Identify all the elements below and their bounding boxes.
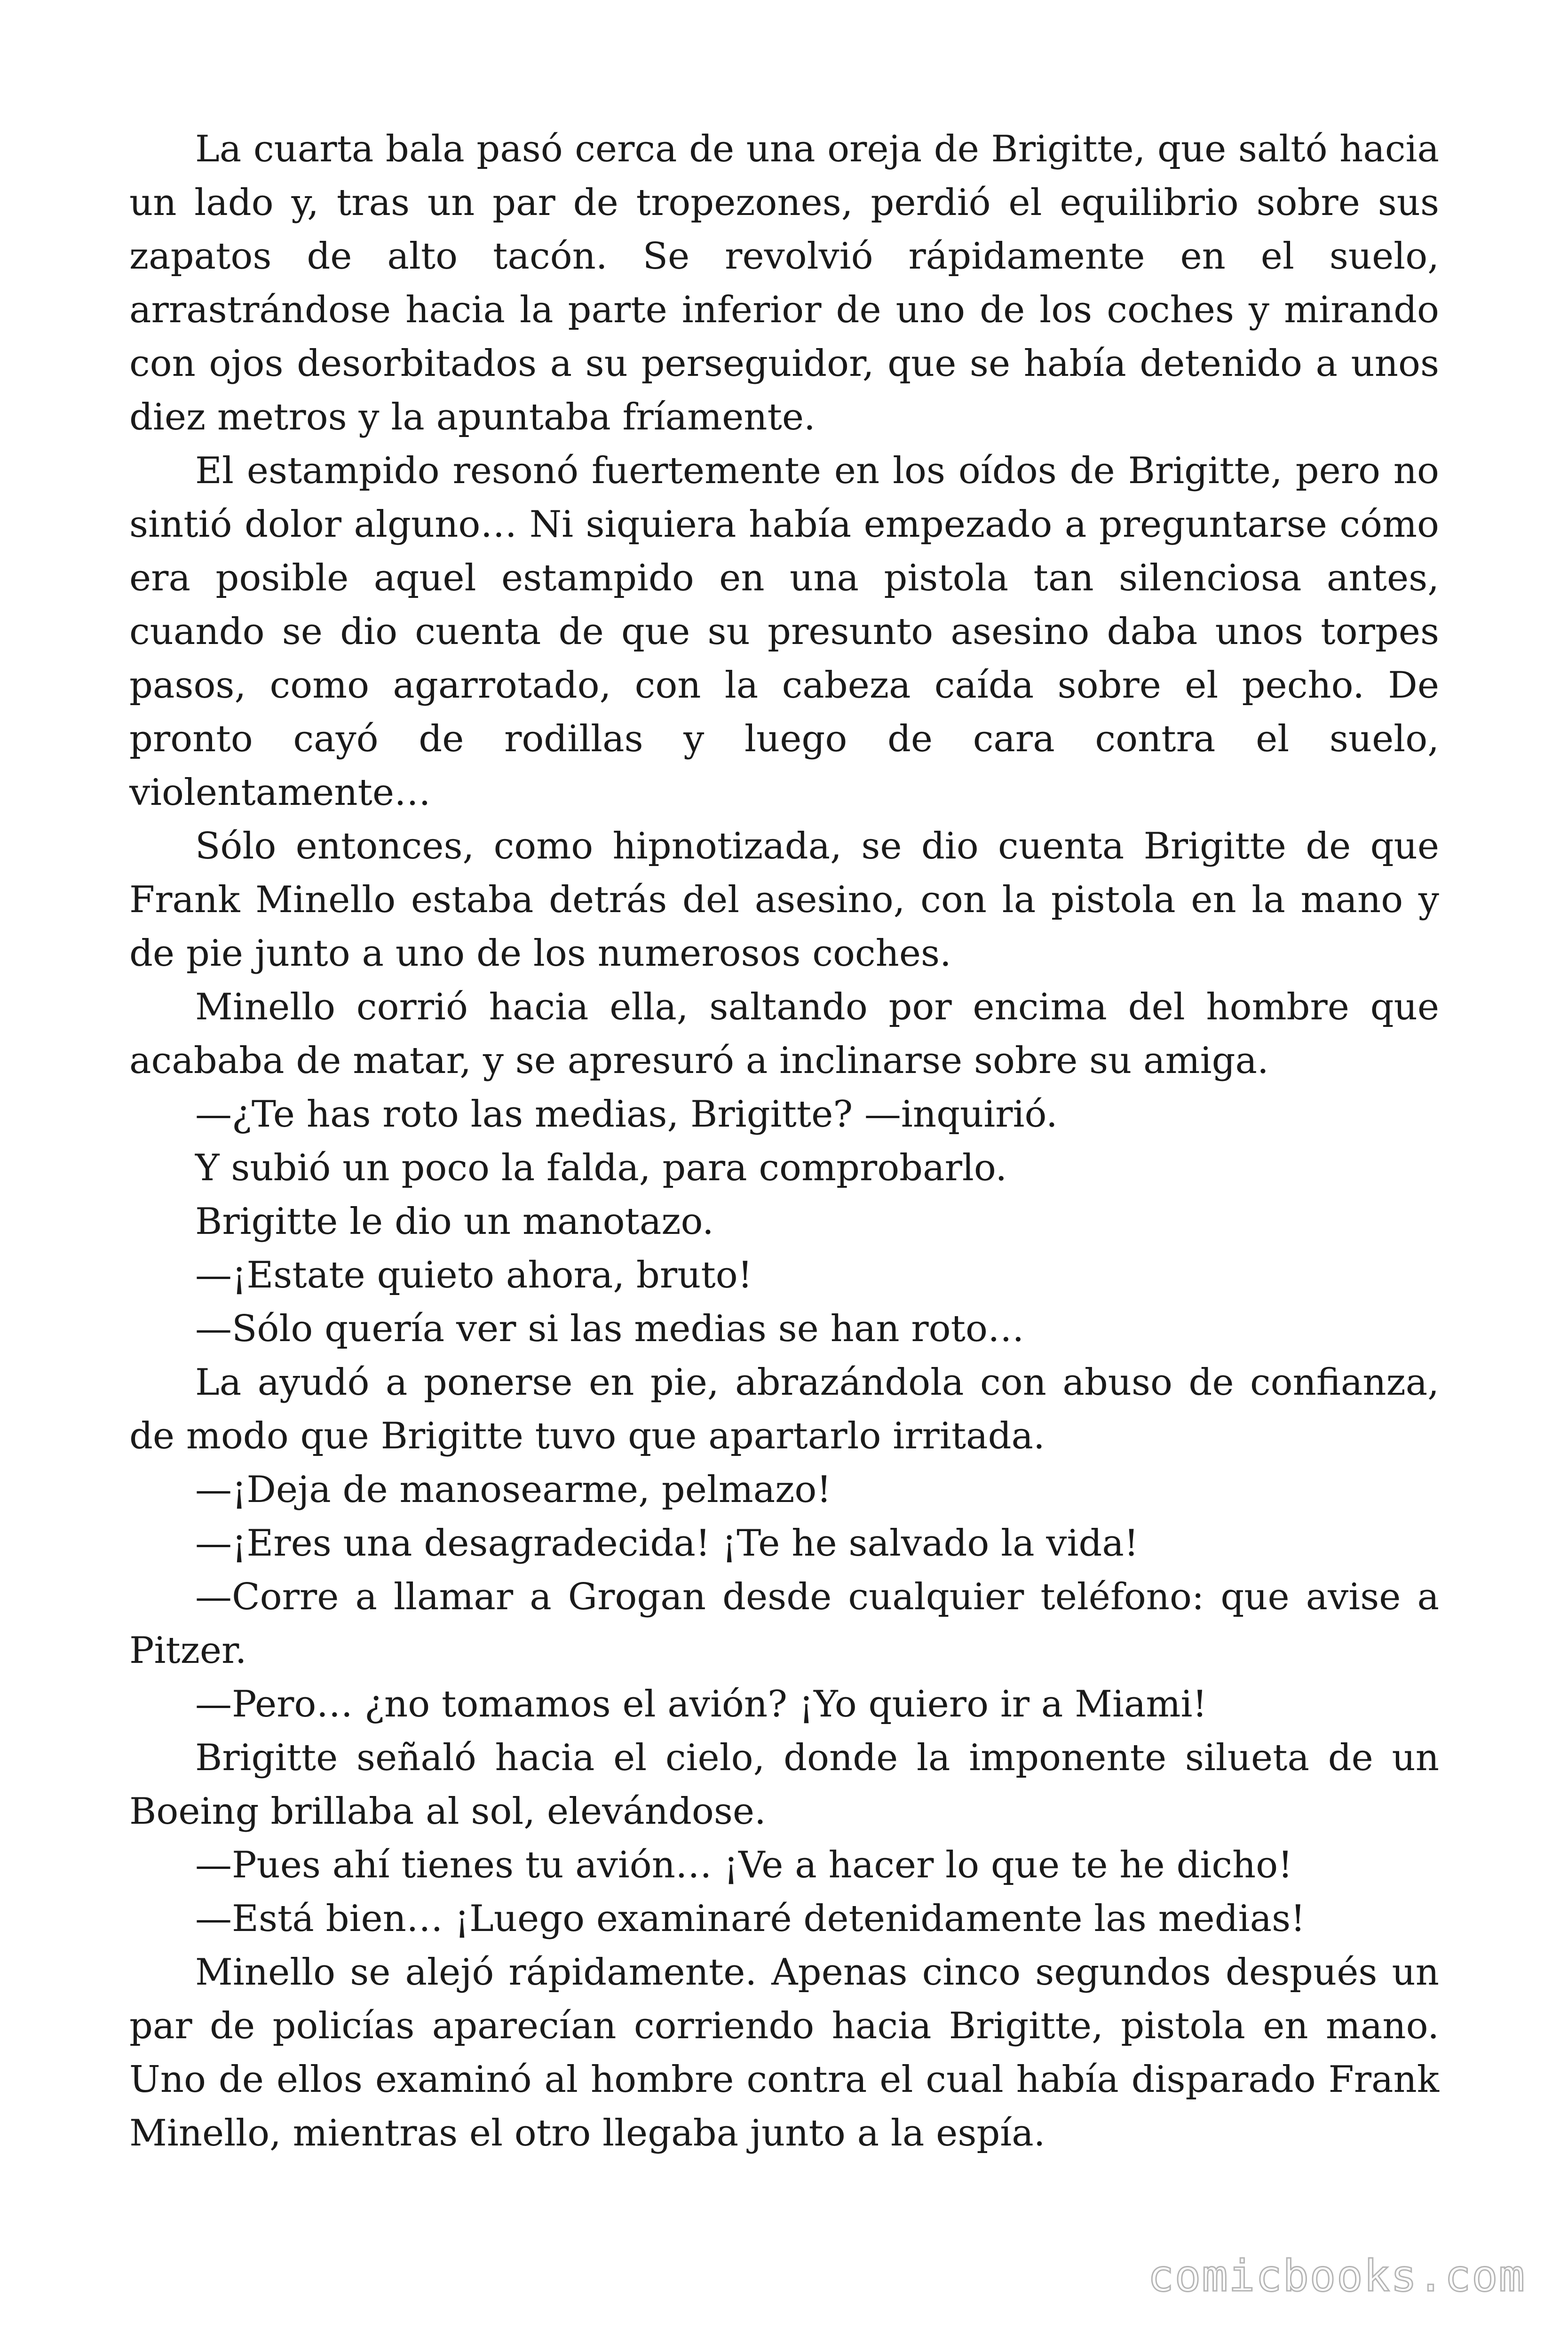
paragraph: —Corre a llamar a Grogan desde cualquier teléfono: que avise a Pitzer. — [129, 1576, 1439, 1672]
paragraph: Brigitte le dio un manotazo. — [195, 1200, 714, 1243]
paragraph: Minello corrió hacia ella, saltando por encima del hombre que acababa de matar, y se apresuró a inclinarse sobre su amiga. — [129, 986, 1439, 1082]
paragraph: Y subió un poco la falda, para comprobarlo. — [195, 1147, 1007, 1189]
watermark: comicbooks.com — [1148, 2251, 1526, 2301]
paragraph: La cuarta bala pasó cerca de una oreja de Brigitte, que saltó hacia un lado y, tras un par de tropezones, perdió el equilibrio sobre sus zapatos de alto tacón. Se revolvió rápidamente en el suelo, arrastrándose hacia la parte inferior de uno de los coches y mirando con ojos desorbitados a su perseguidor, que se había detenido a unos diez metros y la apuntaba fríamente. — [129, 128, 1439, 438]
paragraph: —¡Eres una desagradecida! ¡Te he salvado la vida! — [195, 1522, 1139, 1565]
paragraph: —¡Deja de manosearme, pelmazo! — [195, 1469, 832, 1511]
paragraph: —Pero… ¿no tomamos el avión? ¡Yo quiero ir a Miami! — [195, 1683, 1207, 1725]
paragraph: La ayudó a ponerse en pie, abrazándola con abuso de confianza, de modo que Brigitte tuvo que apartarlo irritada. — [129, 1361, 1439, 1457]
body-text — [129, 122, 1439, 2160]
paragraph: —¿Te has roto las medias, Brigitte? —inquirió. — [195, 1093, 1058, 1136]
paragraph: —Sólo quería ver si las medias se han roto… — [195, 1308, 1024, 1350]
paragraph: Brigitte señaló hacia el cielo, donde la imponente silueta de un Boeing brillaba al sol, elevándose. — [129, 1737, 1439, 1833]
paragraph: El estampido resonó fuertemente en los oídos de Brigitte, pero no sintió dolor alguno… Ni siquiera había empezado a preguntarse cómo era posible aquel estampido en una pistola tan silenciosa antes, cuando se dio cuenta de que su presunto asesino daba unos torpes pasos, como agarrotado, con la cabeza caída sobre el pecho. De pronto cayó de rodillas y luego de cara contra el suelo, violentamente… — [129, 450, 1439, 814]
paragraph: Minello se alejó rápidamente. Apenas cinco segundos después un par de policías aparecían corriendo hacia Brigitte, pistola en mano. Uno de ellos examinó al hombre contra el cual había disparado Frank Minello, mientras el otro llegaba junto a la espía. — [129, 1951, 1439, 2154]
paragraph: Sólo entonces, como hipnotizada, se dio cuenta Brigitte de que Frank Minello estaba detrás del asesino, con la pistola en la mano y de pie junto a uno de los numerosos coches. — [129, 825, 1439, 975]
paragraph: —Pues ahí tienes tu avión… ¡Ve a hacer lo que te he dicho! — [195, 1844, 1293, 1886]
paragraph: —¡Estate quieto ahora, bruto! — [195, 1254, 753, 1296]
paragraph: —Está bien… ¡Luego examinaré detenidamente las medias! — [195, 1898, 1306, 1940]
